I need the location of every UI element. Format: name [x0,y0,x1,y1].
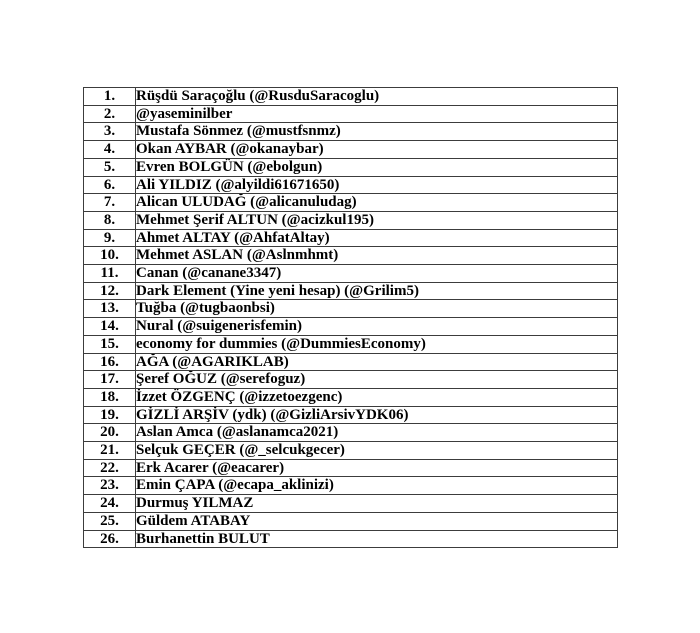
row-number: 6. [84,176,136,194]
table-row [84,229,618,247]
row-number: 22. [84,459,136,477]
row-text: Dark Element (Yine yeni hesap) (@Grilim5) [136,282,618,300]
row-text: Burhanettin BULUT [136,530,618,548]
row-number: 18. [84,388,136,406]
table-row [84,141,618,159]
table-row [84,211,618,229]
row-text: AĞA (@AGARIKLAB) [136,353,618,371]
row-text: Güldem ATABAY [136,512,618,530]
row-text: economy for dummies (@DummiesEconomy) [136,335,618,353]
row-number: 23. [84,477,136,495]
row-text: Mustafa Sönmez (@mustfsnmz) [136,123,618,141]
row-text: Okan AYBAR (@okanaybar) [136,141,618,159]
table-row [84,406,618,424]
row-text: Mehmet Şerif ALTUN (@acizkul195) [136,211,618,229]
row-text: Aslan Amca (@aslanamca2021) [136,424,618,442]
row-number: 13. [84,300,136,318]
member-table-body [84,88,618,548]
row-number: 16. [84,353,136,371]
row-text: Erk Acarer (@eacarer) [136,459,618,477]
row-number: 11. [84,265,136,283]
table-row [84,371,618,389]
row-number: 14. [84,318,136,336]
row-text: GİZLİ ARŞİV (ydk) (@GizliArsivYDK06) [136,406,618,424]
row-number: 26. [84,530,136,548]
row-number: 19. [84,406,136,424]
row-number: 15. [84,335,136,353]
table-row [84,459,618,477]
row-number: 7. [84,194,136,212]
row-number: 1. [84,88,136,106]
row-number: 20. [84,424,136,442]
table-row [84,424,618,442]
table-row [84,335,618,353]
row-text: Selçuk GEÇER (@_selcukgecer) [136,442,618,460]
table-row [84,123,618,141]
table-row [84,512,618,530]
row-number: 12. [84,282,136,300]
row-number: 25. [84,512,136,530]
member-list-table [83,87,618,548]
table-row [84,158,618,176]
table-row [84,530,618,548]
table-row [84,300,618,318]
row-number: 24. [84,495,136,513]
row-text: Alican ULUDAĞ (@alicanuludag) [136,194,618,212]
row-text: Durmuş YILMAZ [136,495,618,513]
row-text: Tuğba (@tugbaonbsi) [136,300,618,318]
table-row [84,105,618,123]
table-row [84,477,618,495]
table-row [84,388,618,406]
row-number: 4. [84,141,136,159]
table-row [84,282,618,300]
table-row [84,318,618,336]
row-text: Emin ÇAPA (@ecapa_aklinizi) [136,477,618,495]
row-number: 2. [84,105,136,123]
table-row [84,247,618,265]
row-text: Evren BOLGÜN (@ebolgun) [136,158,618,176]
table-row [84,88,618,106]
row-number: 5. [84,158,136,176]
row-text: @yaseminilber [136,105,618,123]
row-text: Rüşdü Saraçoğlu (@RusduSaracoglu) [136,88,618,106]
row-text: Nural (@suigenerisfemin) [136,318,618,336]
row-text: Canan (@canane3347) [136,265,618,283]
row-number: 8. [84,211,136,229]
row-text: Ahmet ALTAY (@AhfatAltay) [136,229,618,247]
table-row [84,265,618,283]
table-row [84,194,618,212]
table-row [84,442,618,460]
row-number: 3. [84,123,136,141]
row-number: 10. [84,247,136,265]
row-text: Ali YILDIZ (@alyildi61671650) [136,176,618,194]
table-row [84,495,618,513]
row-text: Şeref OĞUZ (@serefoguz) [136,371,618,389]
row-number: 9. [84,229,136,247]
row-number: 17. [84,371,136,389]
table-row [84,176,618,194]
row-text: İzzet ÖZGENÇ (@izzetoezgenc) [136,388,618,406]
row-number: 21. [84,442,136,460]
table-row [84,353,618,371]
row-text: Mehmet ASLAN (@Aslnmhmt) [136,247,618,265]
